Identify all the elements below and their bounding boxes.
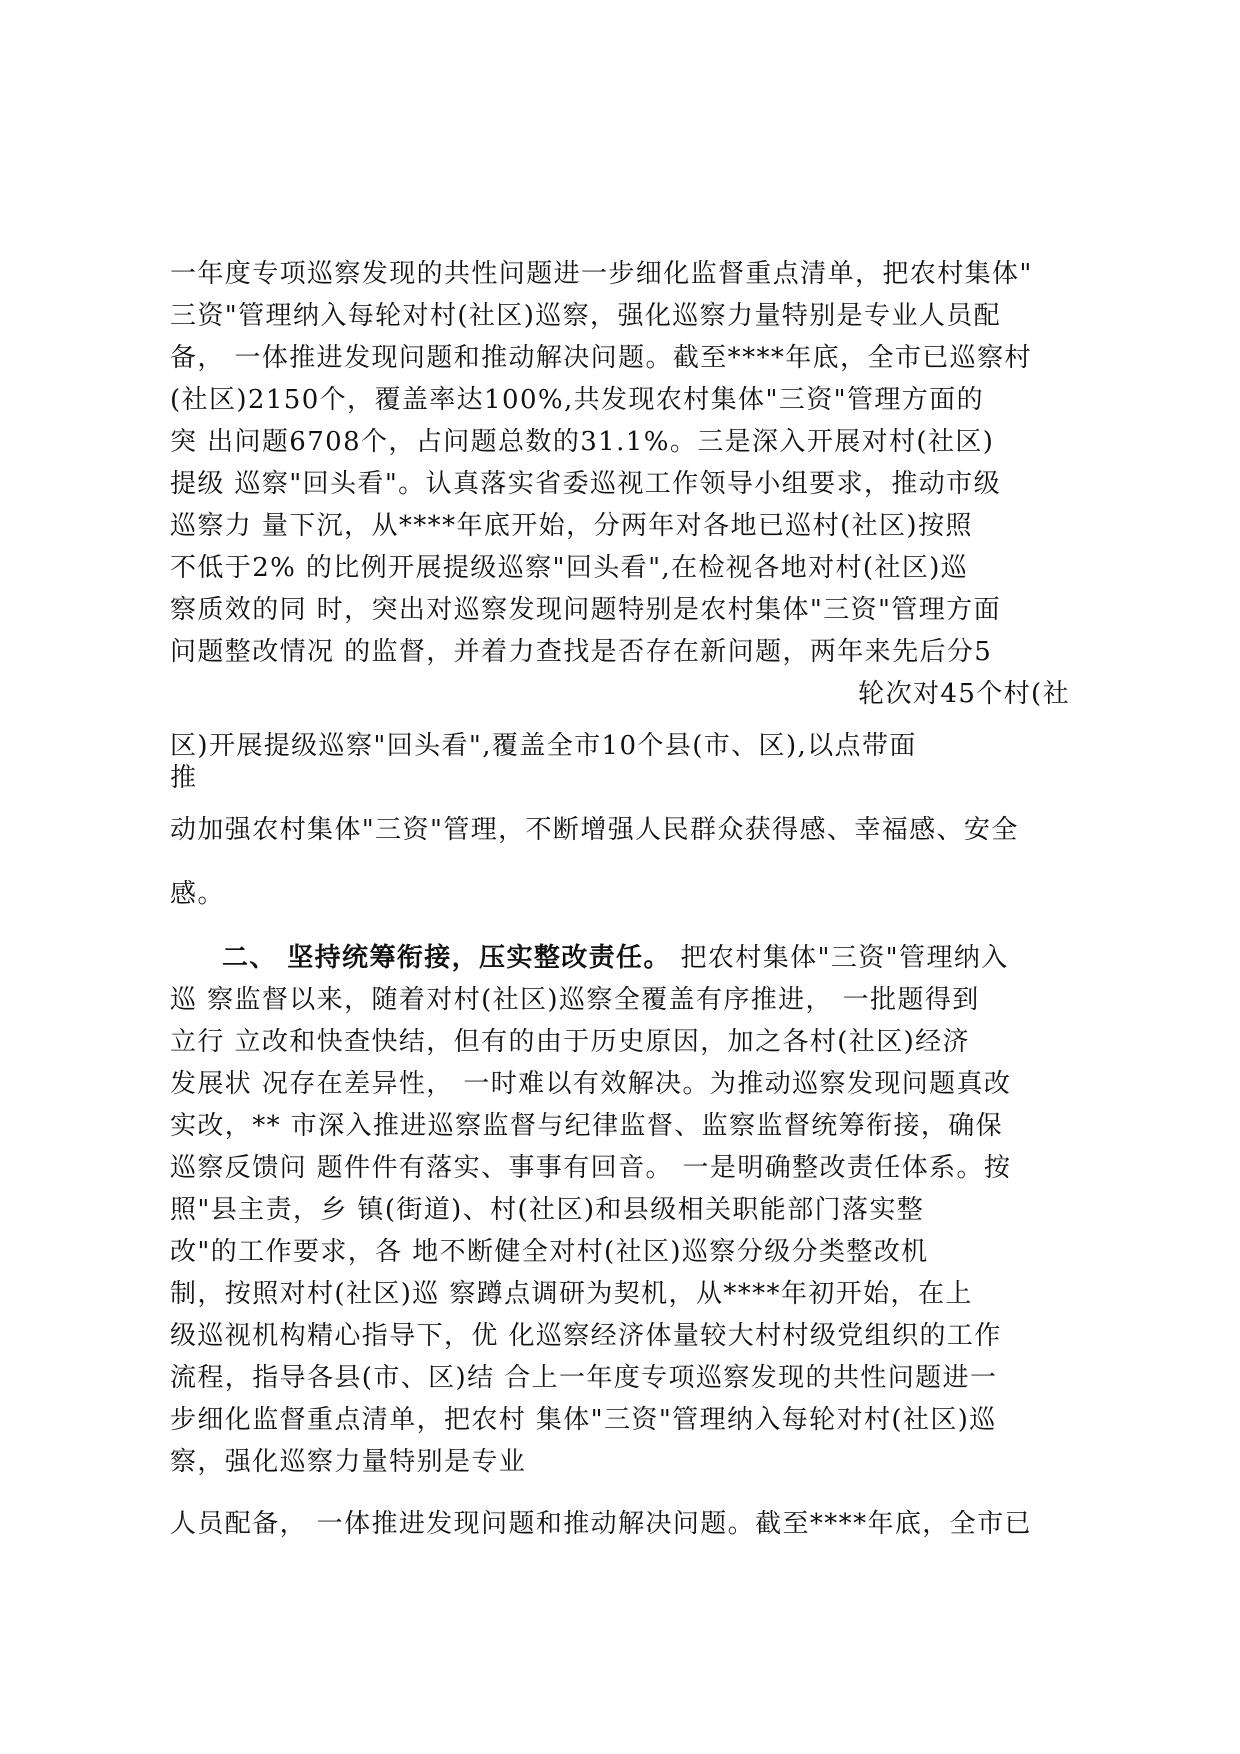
body-line: 巡察力 量下沉，从****年底开始，分两年对各地已巡村(社区)按照 [170,511,973,541]
body-line: 三资"管理纳入每轮对村(社区)巡察，强化巡察力量特别是专业人员配 [170,301,1002,331]
body-line: 区)开展提级巡察"回头看",覆盖全市10个县(市、区),以点带面 [170,731,917,761]
body-line: 突 出问题6708个，占问题总数的31.1%。三是深入开展对村(社区) [170,427,995,457]
section-heading: 二、 坚持统筹衔接，压实整改责任。 [222,943,671,973]
body-line: 轮次对45个村(社 [858,679,1070,709]
body-line: 发展状 况存在差异性， 一时难以有效解决。为推动巡察发现问题真改 [170,1069,1012,1099]
body-line: 察，强化巡察力量特别是专业 [170,1447,527,1477]
body-line: 制，按照对村(社区)巡 察蹲点调研为契机，从****年初开始，在上 [170,1279,973,1309]
body-line: 立行 立改和快查快结，但有的由于历史原因，加之各村(社区)经济 [170,1027,970,1057]
body-line: 级巡视机构精心指导下，优 化巡察经济体量较大村村级党组织的工作 [170,1321,1002,1351]
body-line: 流程，指导各县(市、区)结 合上一年度专项巡察发现的共性问题进一 [170,1363,998,1393]
body-line: 动加强农村集体"三资"管理，不断增强人民群众获得感、幸福感、安全 [170,815,1019,845]
body-line: 感。 [170,879,225,909]
body-line: 一年度专项巡察发现的共性问题进一步细化监督重点清单，把农村集体" [170,259,1033,289]
section-heading-line [170,940,1070,976]
body-line: 照"县主责，乡 镇(街道)、村(社区)和县级相关职能部门落实整 [170,1195,925,1225]
body-line: 提级 巡察"回头看"。认真落实省委巡视工作领导小组要求，推动市级 [170,469,1001,499]
body-line: 巡察反馈问 题件件有落实、事事有回音。 一是明确整改责任体系。按 [170,1153,1012,1183]
body-line: (社区)2150个，覆盖率达100%,共发现农村集体"三资"管理方面的 [170,385,984,415]
body-line: 巡 察监督以来，随着对村(社区)巡察全覆盖有序推进， 一批题得到 [170,985,980,1015]
body-line: 人员配备， 一体推进发现问题和推动解决问题。截至****年底，全市已 [170,1509,1032,1539]
body-line: 察质效的同 时，突出对巡察发现问题特别是农村集体"三资"管理方面 [170,595,1001,625]
body-line: 步细化监督重点清单，把农村 集体"三资"管理纳入每轮对村(社区)巡 [170,1405,997,1435]
body-line: 备， 一体推进发现问题和推动解决问题。截至****年底，全市已巡察村 [170,343,1032,373]
section-heading-continuation: 把农村集体"三资"管理纳入 [670,943,1009,973]
body-line: 问题整改情况 的监督，并着力查找是否存在新问题，两年来先后分5 [170,637,993,667]
body-line: 推 [170,763,198,793]
body-line: 不低于2% 的比例开展提级巡察"回头看",在检视各地对村(社区)巡 [170,553,969,583]
body-line: 改"的工作要求，各 地不断健全对村(社区)巡察分级分类整改机 [170,1237,929,1267]
body-line: 实改，** 市深入推进巡察监督与纪律监督、监察监督统筹衔接，确保 [170,1111,1004,1141]
